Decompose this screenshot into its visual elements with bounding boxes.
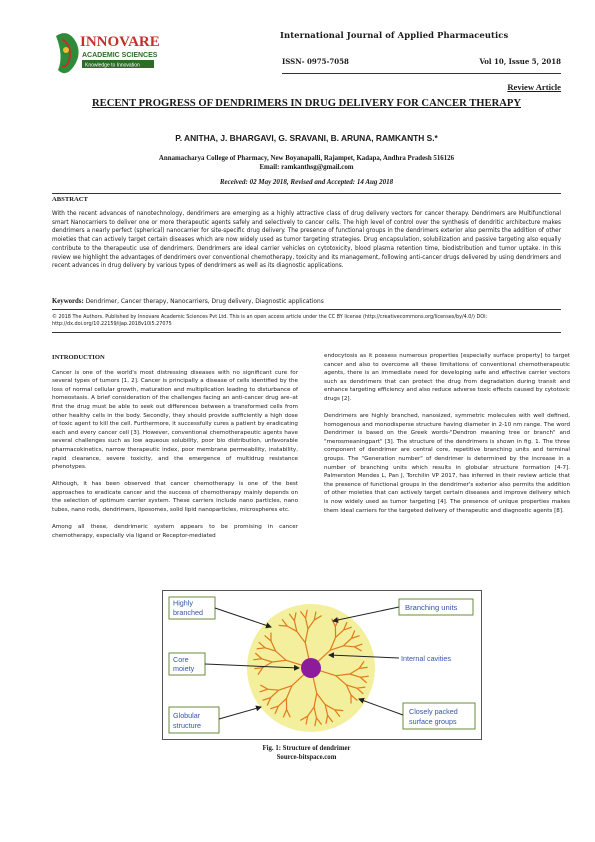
abstract-text: With the recent advances of nanotechnology, dendrimers are emerging as a highly attractive class of drug delivery vectors for cancer therapy. Dendrimers are Multifunctional smart Nanocarriers to deliver one or more therapeutic agents safely and selectively to cancer cells. The high level of control over the synthesis of dendritic architecture makes dendrimers a nearly perfect (spherical) nanocarrier for site-specific drug delivery. The presence of functional groups in the dendrimers exterior also permits the addition of other moieties that can actively target certain diseases which are now widely used as tumor targeting strategies. Drug encapsulation, solubilization and passive targeting also equally contribute to the therapeutic use of dendrimers. Dendrimers are ideal carrier vehicles on cytotoxicity, blood plasma retention time, biodistribution and tumor uptake. In this review we highlight the advantages of dendrimers over conventional chemotherapy, toxicity and its management, following anti-cancer drugs delivered by using dendrimers and recent advances in drug delivery by various types of dendrimers as well as its diagnostic applications. bbox=[52, 211, 561, 270]
caption-title: Fig. 1: Structure of dendrimer bbox=[262, 745, 351, 752]
volume-issue: Vol 10, Issue 5, 2018 bbox=[479, 57, 561, 66]
innovare-logo bbox=[52, 26, 204, 82]
divider bbox=[52, 309, 561, 310]
abstract-heading: ABSTRACT bbox=[52, 196, 88, 203]
logo-text-sub: ACADEMIC SCIENCES bbox=[82, 52, 158, 59]
dendrimer-figure bbox=[162, 590, 482, 740]
label-highly: Highly bbox=[173, 598, 193, 608]
caption-source: Source-bitspace.com bbox=[276, 754, 337, 761]
section-heading: INTRODUCTION bbox=[52, 354, 105, 361]
label-moiety: moiety bbox=[173, 664, 195, 673]
label-branching-units: Branching units bbox=[405, 603, 458, 612]
keywords-label: Keywords: bbox=[52, 298, 84, 305]
issn: ISSN- 0975-7058 bbox=[282, 57, 349, 66]
label-closely-packed: Closely packed bbox=[409, 707, 458, 716]
paragraph: Dendrimers are highly branched, nanosized, symmetric molecules with well defined, homogenous and monodisperse structure having diameter in 2-10 nm range. The word Dendrimer is based on the Greek words-"Dendron meaning tree or branch" and "merosmeaningpart" [3]. The structure of the dendrimers is shown in fig. 1. The three component of dendrimer are central core, repetitive branching units and terminal groups. The "Generation number" of dendrimer is determined by the increase in a number of branching units which results in globular structure formation [4-7]. Palmerston Mendes L, Pan J, Torchilin VP 2017, has inferred in their review article that the presence of functional groups in the dendrimer's exterior also permits the addition of other moieties that can actively target certain diseases and improve delivery which is now widely used as tumor targeting [4]. The presence of unique properties makes them ideal carriers for the targeted delivery of therapeutic and diagnostic agents [8]. bbox=[324, 413, 570, 514]
header-rule bbox=[282, 73, 561, 74]
dendrimer-branch bbox=[279, 625, 288, 626]
core-moiety-circle bbox=[301, 658, 321, 678]
paragraph: Cancer is one of the world's most distressing diseases with no significant cure for several types of tumors [1, 2]. Cancer is principally a disease of cells identified by the loss of normal cellular growth, maturation and multiplication leading to disturbance of homeostasis. A brief consideration of the challenges facing an anti-cancer drug are–at first the drug must be able to seek out differences between a transformed cells from other healthy cells in the body. Secondly, they should provide sufficiently a high dose of toxic agent to kill the cell. Furthermore, it successfully cures a patient by eradicating each and every cancer cell [3]. However, conventional chemotherapeutic agents have several challenges such as low aqueous solubility, poor bio distribution, unfavorable pharmacokinetics, narrow therapeutic index, poor membrane permeability, instability, rapid clearance, severe toxicity, and the emergence of multidrug resistance phenotypes. bbox=[52, 369, 298, 471]
label-globular: Globular bbox=[173, 711, 201, 720]
arrow bbox=[215, 608, 271, 627]
label-core: Core bbox=[173, 655, 189, 664]
label-branched: branched bbox=[173, 608, 203, 617]
label-internal-cavities: Internal cavities bbox=[401, 654, 451, 663]
keywords-list: Dendrimer, Cancer therapy, Nanocarriers, Drug delivery, Diagnostic applications bbox=[85, 299, 324, 305]
arrow bbox=[359, 699, 403, 715]
authors: P. ANITHA, J. BHARGAVI, G. SRAVANI, B. ARUNA, RAMKANTH S.* bbox=[175, 133, 438, 143]
paragraph: Among all these, dendrimeric system appears to be promising in cancer chemotherapy, especially via ligand or Receptor-mediated bbox=[52, 524, 298, 539]
affiliation: Annamacharya College of Pharmacy, New Boyanapalli, Rajampet, Kadapa, Andhra Pradesh 516126 bbox=[158, 155, 455, 162]
paragraph: Although, it has been observed that cancer chemotherapy is one of the best approaches to eradicate cancer and the success of chemotherapy mainly depends on the selection of optimum carrier system. These carriers include nano particles, nano tubes, nano rods, dendrimers, liposomes, solid lipid nanoparticles, microspheres etc. bbox=[52, 481, 298, 513]
dendrimer-diagram bbox=[163, 591, 482, 740]
keywords bbox=[52, 298, 561, 305]
logo-tagline: Knowledge to Innovation bbox=[85, 62, 140, 69]
copyright-notice: © 2018 The Authors. Published by Innovare Academic Sciences Pvt Ltd. This is an open access article under the CC BY license (http://creativecommons.org/licenses/by/4.0/) DOI: http://dx.doi.org/10.22159/ijap.2018v10i5.27075 bbox=[52, 314, 488, 328]
label-structure: structure bbox=[173, 721, 201, 730]
article-type: Review Article bbox=[507, 82, 561, 92]
divider bbox=[52, 332, 561, 333]
dendrimer-branch bbox=[335, 710, 344, 711]
label-surface-groups: surface groups bbox=[409, 717, 457, 726]
left-column bbox=[52, 352, 298, 549]
figure-caption bbox=[52, 744, 561, 762]
received-date: Received: 02 May 2018, Revised and Accepted: 14 Aug 2018 bbox=[219, 178, 394, 186]
logo-text-main: INNOVARE bbox=[80, 34, 160, 50]
arrow bbox=[219, 707, 261, 719]
author-email: Email: ramkanthsg@gmail.com bbox=[259, 164, 354, 171]
divider bbox=[52, 193, 561, 194]
right-column bbox=[324, 352, 570, 524]
paper-title: RECENT PROGRESS OF DENDRIMERS IN DRUG DELIVERY FOR CANCER THERAPY bbox=[91, 98, 521, 109]
journal-title: International Journal of Applied Pharmaceutics bbox=[280, 30, 509, 40]
paragraph: endocytosis as it possess numerous properties [especially surface property] to target cancer and also to overcome all these limitations of conventional chemotherapeutic agents, there is an immediate need for developing safe and effective carrier vectors such as dendrimers that can protect the drug from degradation during transit and enhance targeting efficiency and also reduce adverse toxic effects caused by cytotoxic drugs [2]. bbox=[324, 353, 570, 402]
